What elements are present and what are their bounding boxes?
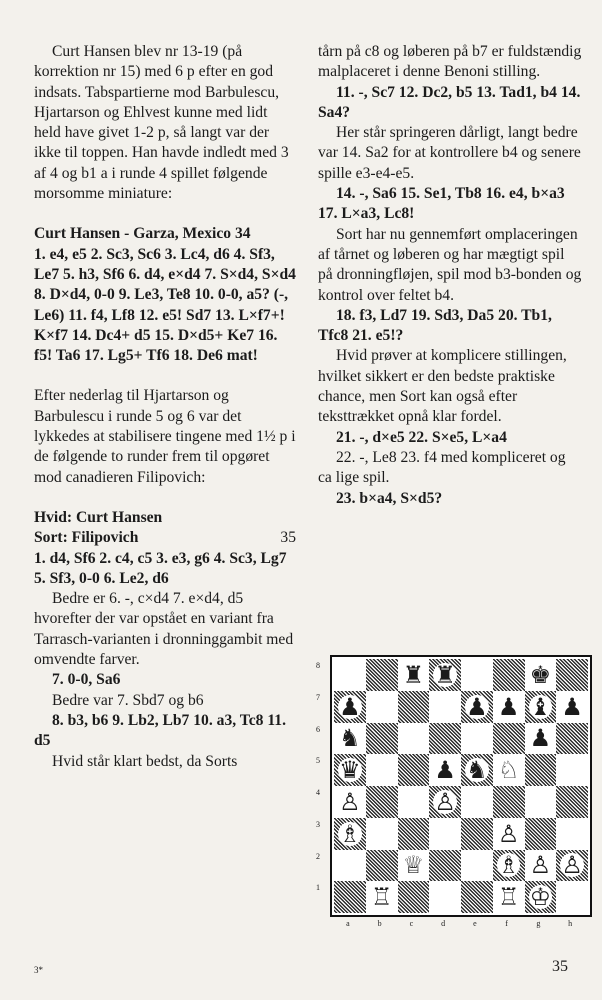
chess-board (334, 659, 588, 913)
square-g4 (525, 786, 557, 818)
square-e6 (461, 723, 493, 755)
square-a8 (334, 659, 366, 691)
square-d5 (429, 754, 461, 786)
square-c1 (398, 881, 430, 913)
square-b1 (366, 881, 398, 913)
square-d6 (429, 723, 461, 755)
square-e1 (461, 881, 493, 913)
rank-label: 2 (316, 851, 320, 861)
moves-8-11: 8. b3, b6 9. Lb2, Lb7 10. a3, Tc8 11. d5 (34, 711, 286, 750)
square-h8 (556, 659, 588, 691)
square-c8 (398, 659, 430, 691)
game-number: 35 (280, 529, 296, 547)
square-a5 (334, 754, 366, 786)
black-player-label: Sort: Filipovich (34, 529, 139, 547)
file-label: b (377, 919, 382, 928)
file-label: h (568, 919, 573, 928)
file-label: g (536, 919, 541, 928)
square-e5 (461, 754, 493, 786)
square-g3 (525, 818, 557, 850)
comment-14: Her står springeren dårligt, langt bedre var 14. Sa2 for at kontrollere b4 og senere spille e3-e4-e5. (318, 124, 581, 182)
rank-label: 4 (316, 788, 320, 797)
square-f8 (493, 659, 525, 691)
square-e2 (461, 850, 493, 882)
chess-piece: ♙ (561, 851, 583, 880)
chess-piece: ♛ (339, 756, 361, 785)
rank-label: 1 (316, 883, 320, 893)
rank-label: 6 (316, 724, 320, 734)
chess-piece: ♟ (434, 756, 456, 785)
square-g5 (525, 754, 557, 786)
moves-1-6: 1. d4, Sf6 2. c4, c5 3. e3, g6 4. Sc3, Lg7 5. Sf3, 0-0 6. Le2, d6 (34, 549, 287, 587)
game34-moves: 1. e4, e5 2. Sc3, Sc6 3. Lc4, d6 4. Sf3, Le7 5. h3, Sf6 6. d4, e×d4 7. S×d4, S×d4 8. D×d4, 0-0 9. Le3, Te8 10. 0-0, a5? (-, Le6) 11. f4, Lf8 12. e5! Sd7 13. L×f7+! K×f7 14. Dc4+ d5 15. D×d5+ Ke7 16. f5! Ta6 17. Lg5+ Tf6 18. De6 mat! (34, 245, 296, 365)
white-player-label: Hvid: Curt Hansen (34, 508, 163, 526)
chess-piece: ♟ (339, 692, 361, 721)
file-label: a (346, 919, 350, 928)
comment-22: 22. -, Le8 23. f4 med kompliceret og ca lige spil. (318, 448, 566, 487)
left-column (34, 42, 296, 772)
comment-17: Sort har nu gennemført omplaceringen af tårnet og løberen og har mægtigt spil på dronningfløjen, spil mod b3-bonden og kontrol over feltet b4. (318, 225, 582, 304)
chess-piece: ♜ (402, 660, 425, 689)
square-a2 (334, 850, 366, 882)
board-frame (330, 655, 592, 917)
square-h5 (556, 754, 588, 786)
square-b2 (366, 850, 398, 882)
square-c4 (398, 786, 430, 818)
game34-header: Curt Hansen - Garza, Mexico 34 (34, 225, 251, 243)
continuation-text: tårn på c8 og løberen på b7 er fuldstændig malplaceret i denne Benoni stilling. (318, 43, 582, 81)
square-b6 (366, 723, 398, 755)
chess-piece: ♞ (339, 724, 361, 753)
chess-piece: ♟ (529, 724, 552, 753)
comment-11: Hvid står klart bedst, da Sorts (52, 752, 238, 770)
square-d7 (429, 691, 461, 723)
square-d2 (429, 850, 461, 882)
file-label: e (473, 919, 477, 928)
comment-21: Hvid prøver at komplicere stillingen, hvilket sikkert er den bedste praktiske chance, men Sort kan også efter teksttrækket opnå klar fordel. (318, 347, 567, 426)
square-e3 (461, 818, 493, 850)
chess-piece: ♜ (434, 660, 456, 689)
square-a4 (334, 786, 366, 818)
square-a6 (334, 723, 366, 755)
square-d1 (429, 881, 461, 913)
square-c3 (398, 818, 430, 850)
chess-piece: ♟ (561, 692, 583, 721)
right-column (318, 42, 582, 509)
square-a7 (334, 691, 366, 723)
rank-label: 8 (316, 661, 320, 670)
rank-label: 7 (316, 692, 320, 702)
square-h2 (556, 850, 588, 882)
chess-piece: ♘ (497, 756, 520, 785)
square-b3 (366, 818, 398, 850)
black-player-line (34, 528, 296, 548)
square-e8 (461, 659, 493, 691)
square-f7 (493, 691, 525, 723)
square-c2 (398, 850, 430, 882)
chess-piece: ♕ (402, 851, 425, 880)
chess-piece: ♟ (466, 692, 488, 721)
rank-label: 3 (316, 819, 320, 829)
square-a1 (334, 881, 366, 913)
square-b4 (366, 786, 398, 818)
square-f6 (493, 723, 525, 755)
square-f3 (493, 818, 525, 850)
square-h3 (556, 818, 588, 850)
chess-piece: ♖ (370, 883, 393, 912)
rank-label: 5 (316, 756, 320, 766)
signature-mark: 3* (34, 965, 43, 975)
square-g2 (525, 850, 557, 882)
chess-piece: ♙ (497, 819, 520, 848)
square-f1 (493, 881, 525, 913)
file-label: d (441, 919, 446, 928)
chess-piece: ♗ (339, 819, 361, 848)
transition-paragraph: Efter nederlag til Hjartarson og Barbulescu i runde 5 og 6 var det lykkedes at stabilisere tingene med 1½ p i de følgende to runder frem til opgøret mod canadieren Filipovich: (34, 387, 296, 486)
square-b7 (366, 691, 398, 723)
file-labels (332, 919, 586, 928)
square-f5 (493, 754, 525, 786)
square-d4 (429, 786, 461, 818)
square-c6 (398, 723, 430, 755)
moves-18-21: 18. f3, Ld7 19. Sd3, Da5 20. Tb1, Tfc8 21. e5!? (318, 306, 552, 345)
move-7: 7. 0-0, Sa6 (52, 671, 121, 689)
chess-piece: ♔ (529, 883, 552, 912)
chess-piece: ♟ (497, 692, 520, 721)
square-a3 (334, 818, 366, 850)
square-c7 (398, 691, 430, 723)
chess-piece: ♖ (497, 883, 520, 912)
square-g1 (525, 881, 557, 913)
square-b5 (366, 754, 398, 786)
square-g7 (525, 691, 557, 723)
square-e4 (461, 786, 493, 818)
square-f4 (493, 786, 525, 818)
file-label: c (409, 919, 414, 928)
square-g8 (525, 659, 557, 691)
square-h1 (556, 881, 588, 913)
comment-6: Bedre er 6. -, c×d4 7. e×d4, d5 hvorefter der var opstået en variant fra Tarrasch-varianten i dronninggambit med omvendte farver. (34, 590, 294, 669)
square-h7 (556, 691, 588, 723)
square-c5 (398, 754, 430, 786)
chess-piece: ♝ (529, 692, 552, 721)
rank-labels (316, 657, 328, 911)
comment-7: Bedre var 7. Sbd7 og b6 (52, 691, 204, 709)
chess-piece: ♚ (529, 660, 552, 689)
square-g6 (525, 723, 557, 755)
moves-11-14: 11. -, Sc7 12. Dc2, b5 13. Tad1, b4 14. Sa4? (318, 83, 581, 121)
square-d8 (429, 659, 461, 691)
square-f2 (493, 850, 525, 882)
file-label: f (505, 919, 508, 928)
square-b8 (366, 659, 398, 691)
intro-paragraph: Curt Hansen blev nr 13-19 (på korrektion nr 15) med 6 p efter en god indsats. Tabspartierne mod Barbulescu, Hjartarson og Ehlvest kunne med lidt held have givet 1-2 p, så langt var der ikke til toppen. Han havde indledt med 3 af 4 og b1 a i runde 4 spillet følgende morsomme miniature: (34, 43, 289, 203)
square-h4 (556, 786, 588, 818)
page-number: 35 (552, 958, 568, 975)
chess-piece: ♙ (529, 851, 552, 880)
moves-23: 23. b×a4, S×d5? (336, 489, 443, 507)
chess-piece: ♞ (466, 756, 488, 785)
square-e7 (461, 691, 493, 723)
chess-piece: ♗ (497, 851, 520, 880)
square-d3 (429, 818, 461, 850)
moves-14-17: 14. -, Sa6 15. Se1, Tb8 16. e4, b×a3 17. L×a3, Lc8! (318, 185, 565, 223)
moves-21b-22: 21. -, d×e5 22. S×e5, L×a4 (336, 428, 507, 446)
chess-piece: ♙ (339, 787, 361, 816)
chess-diagram (316, 653, 586, 933)
chess-piece: ♙ (434, 787, 456, 816)
square-h6 (556, 723, 588, 755)
